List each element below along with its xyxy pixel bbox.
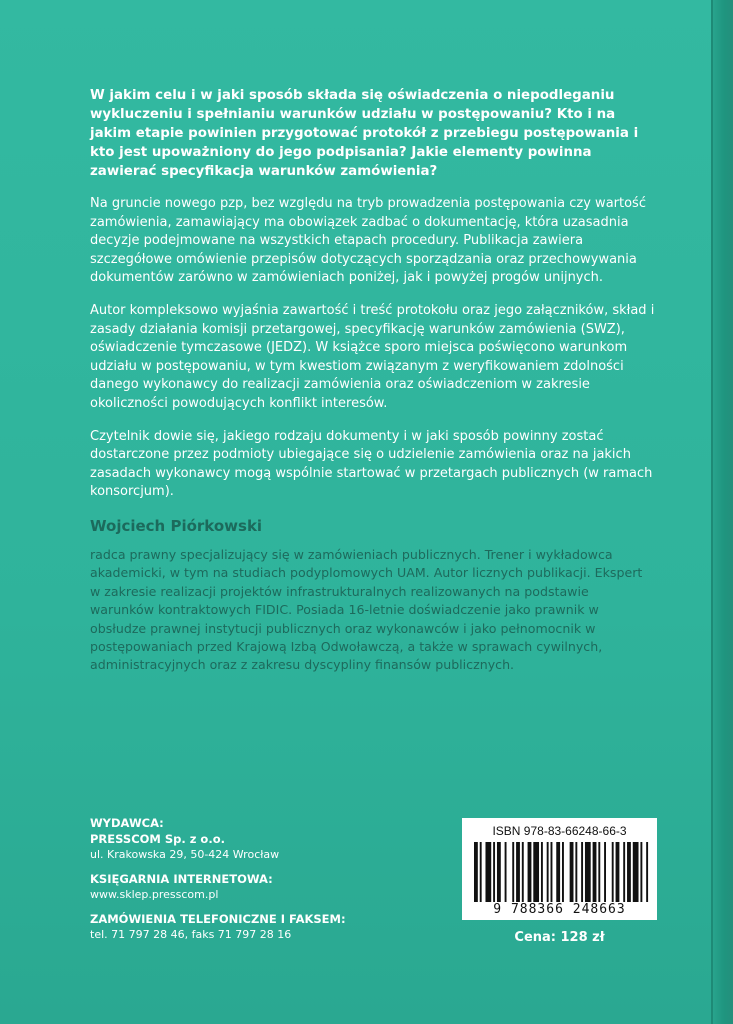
barcode-bar xyxy=(497,842,501,902)
barcode-bar xyxy=(562,842,564,902)
lead-question: W jakim celu i w jaki sposób składa się oświadczenia o niepodleganiu wykluczeniu i spełnianiu warunków udziału w postępowaniu? Kto i na jakim etapie powinien przygotować protokół z przebiegu postępowania i kto jest upoważniony do jego podpisania? Jakie elementy powinna zawierać specyfikacja warunków zamówienia? xyxy=(90,88,639,179)
barcode-bar xyxy=(646,842,648,902)
barcode-bar xyxy=(581,842,583,902)
barcode-bar xyxy=(627,842,631,902)
spine-line xyxy=(711,0,713,1024)
barcode-bar xyxy=(522,842,524,902)
barcode-bar xyxy=(551,842,553,902)
barcode-bar xyxy=(516,842,520,902)
barcode-bar xyxy=(616,842,620,902)
barcode-bar xyxy=(556,842,560,902)
description-block xyxy=(90,86,656,675)
barcode-bar xyxy=(593,842,597,902)
barcode-bar xyxy=(512,842,514,902)
barcode-digits: 9 788366 248663 xyxy=(493,902,626,917)
publisher-name: PRESSCOM Sp. z o.o. xyxy=(90,832,225,846)
isbn-label: ISBN 978-83-66248-66-3 xyxy=(492,824,627,838)
barcode-bars xyxy=(474,842,650,902)
barcode-bar xyxy=(604,842,606,902)
barcode-bar xyxy=(598,842,600,902)
barcode-bar xyxy=(585,842,591,902)
barcode-bar xyxy=(570,842,574,902)
barcode-bar xyxy=(640,842,642,902)
barcode-bar xyxy=(505,842,507,902)
description-paragraph: Czytelnik dowie się, jakiego rodzaju dokumenty i w jaki sposób powinny zostać dostarczone przez podmioty ubiegające się o udzielenie zamówienia oraz na jakich zasadach wykonawcy mogą wspólnie startować w przetargach publicznych (w ramach konsorcjum). xyxy=(90,428,653,500)
barcode-bar xyxy=(493,842,495,902)
shop-url: www.sklep.presscom.pl xyxy=(90,888,219,901)
barcode-bar xyxy=(485,842,491,902)
barcode-bar xyxy=(575,842,577,902)
author-bio: radca prawny specjalizujący się w zamówieniach publicznych. Trener i wykładowca akademicki, w tym na studiach podyplomowych UAM. Autor licznych publikacji. Ekspert w zakresie realizacji projektów infrastrukturalnych realizowanych na podstawie warunków kontraktowych FIDIC. Posiada 16-letnie doświadczenie jako prawnik w obsłudze prawnej instytucji publicznych oraz wykonawców i jako pełnomocnik w postępowaniach przed Krajową Izbą Odwoławczą, a także w sprawach cywilnych, administracyjnych oraz z zakresu dyscypliny finansów publicznych. xyxy=(90,546,643,673)
barcode-bar xyxy=(533,842,539,902)
publisher-info xyxy=(90,815,390,943)
barcode-bar xyxy=(480,842,482,902)
shop-heading: KSIĘGARNIA INTERNETOWA: xyxy=(90,872,273,886)
publisher-address: ul. Krakowska 29, 50-424 Wrocław xyxy=(90,848,280,861)
barcode-bar xyxy=(541,842,543,902)
barcode-bar xyxy=(474,842,478,902)
barcode-bar xyxy=(612,842,614,902)
orders-heading: ZAMÓWIENIA TELEFONICZNE I FAKSEM: xyxy=(90,912,346,926)
barcode-bar xyxy=(547,842,549,902)
barcode xyxy=(462,818,657,920)
publisher-heading: WYDAWCA: xyxy=(90,816,164,830)
barcode-bar xyxy=(633,842,639,902)
orders-phone: tel. 71 797 28 46, faks 71 797 28 16 xyxy=(90,928,292,941)
description-paragraph: Autor kompleksowo wyjaśnia zawartość i treść protokołu oraz jego załączników, skład i zasady działania komisji przetargowej, specyfikację warunków zamówienia (SWZ), oświadczenie tymczasowe (JEDZ). W książce sporo miejsca poświęcono warunkom udziału w postępowaniu, w tym kwestiom związanym z weryfikowaniem zdolności danego wykonawcy do realizacji zamówienia oraz oświadczeniom w zakresie okoliczności powodujących konflikt interesów. xyxy=(90,302,655,411)
description-paragraph: Na gruncie nowego pzp, bez względu na tryb prowadzenia postępowania czy wartość zamówienia, zamawiający ma obowiązek zadbać o dokumentację, która uzasadnia decyzje podejmowane na wszystkich etapach procedury. Publikacja zawiera szczegółowe omówienie przepisów dotyczących sporządzania oraz przechowywania dokumentów zarówno w zamówieniach poniżej, jak i powyżej progów unijnych. xyxy=(90,196,646,286)
barcode-bar xyxy=(623,842,625,902)
price: Cena: 128 zł xyxy=(514,930,605,945)
author-name: Wojciech Piórkowski xyxy=(90,516,263,535)
spine-edge xyxy=(711,0,733,1024)
barcode-bar xyxy=(528,842,532,902)
